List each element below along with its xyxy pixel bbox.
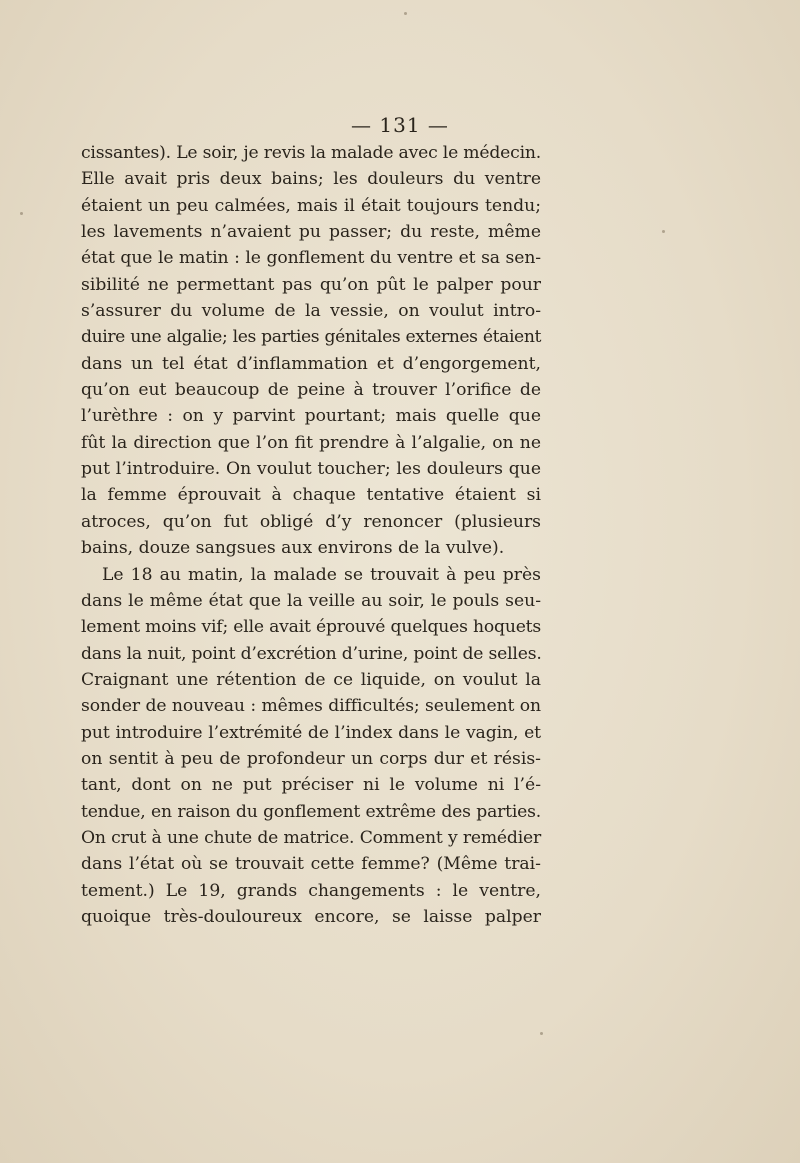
text-line: sibilité ne permettant pas qu’on pût le palper pour	[81, 274, 541, 295]
paper-speck	[662, 230, 665, 233]
paper-speck	[404, 12, 407, 15]
text-line: la femme éprouvait à chaque tentative étaient si	[81, 485, 541, 506]
page-number: — 131 —	[351, 113, 449, 137]
text-line: tant, dont on ne put préciser ni le volume ni l’é-	[81, 775, 541, 796]
text-line: sonder de nouveau : mêmes difficultés; seulement on	[81, 696, 541, 717]
text-line: fût la direction que l’on fit prendre à l’algalie, on ne	[81, 432, 541, 453]
text-line: dans la nuit, point d’excrétion d’urine, point de selles.	[81, 643, 542, 664]
text-line: les lavements n’avaient pu passer; du reste, même	[81, 222, 541, 243]
body-text	[81, 140, 541, 930]
text-line: dans le même état que la veille au soir, le pouls seu-	[81, 590, 541, 611]
text-line: On crut à une chute de matrice. Comment y remédier	[81, 827, 541, 848]
text-line: étaient un peu calmées, mais il était toujours tendu;	[81, 195, 541, 216]
text-line: bains, douze sangsues aux environs de la vulve).	[81, 538, 505, 559]
text-line: Elle avait pris deux bains; les douleurs du ventre	[81, 169, 541, 190]
text-line: état que le matin : le gonflement du ventre et sa sen-	[81, 248, 541, 269]
text-line: on sentit à peu de profondeur un corps dur et résis-	[81, 748, 541, 769]
text-line: dans l’état où se trouvait cette femme? (Même trai-	[81, 854, 541, 875]
text-line: tement.) Le 19, grands changements : le ventre,	[81, 880, 541, 901]
text-line: put l’introduire. On voulut toucher; les douleurs que	[81, 459, 541, 480]
text-line: lement moins vif; elle avait éprouvé quelques hoquets	[81, 617, 541, 638]
text-line: atroces, qu’on fut obligé d’y renoncer (plusieurs	[81, 511, 541, 532]
paper-speck	[20, 212, 23, 215]
text-line: quoique très-douloureux encore, se laisse palper	[81, 906, 541, 927]
text-line: cissantes). Le soir, je revis la malade avec le médecin.	[81, 143, 542, 163]
text-line: Le 18 au matin, la malade se trouvait à peu près	[102, 564, 541, 585]
text-line: put introduire l’extrémité de l’index dans le vagin, et	[81, 722, 541, 743]
text-line: duire une algalie; les parties génitales externes étaient	[81, 327, 541, 348]
text-line: qu’on eut beaucoup de peine à trouver l’orifice de	[81, 380, 541, 401]
text-line: l’urèthre : on y parvint pourtant; mais quelle que	[81, 406, 541, 427]
text-line: tendue, en raison du gonflement extrême des parties.	[81, 801, 541, 822]
text-line: dans un tel état d’inflammation et d’engorgement,	[81, 353, 541, 374]
text-line: s’assurer du volume de la vessie, on voulut intro-	[81, 301, 541, 322]
text-line: Craignant une rétention de ce liquide, on voulut la	[81, 669, 541, 690]
paper-speck	[540, 1032, 543, 1035]
